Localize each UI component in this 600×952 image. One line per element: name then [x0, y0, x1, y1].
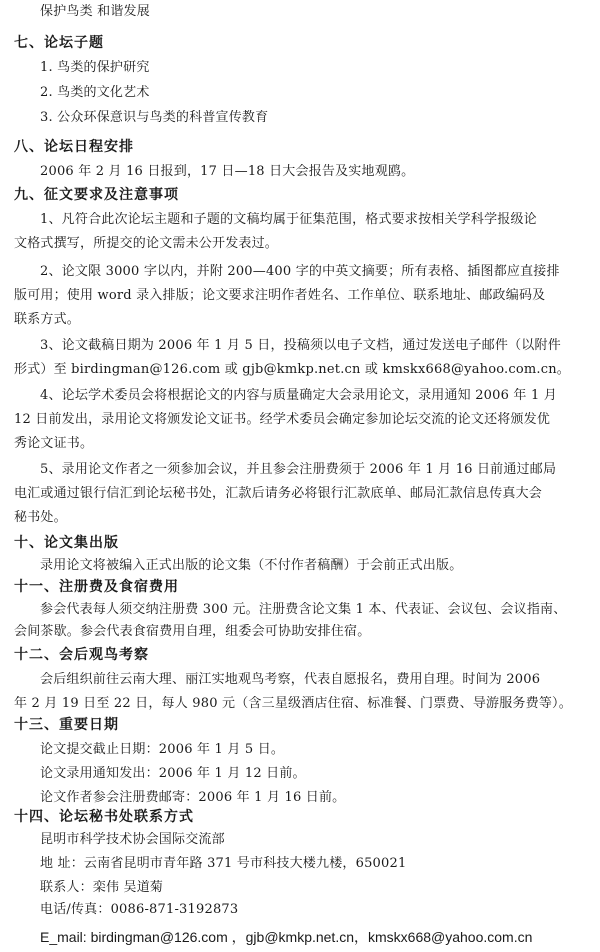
- s10-text: 录用论文将被编入正式出版的论文集（不付作者稿酬）于会前正式出版。: [40, 558, 463, 573]
- s9-p1-line-1: 1、凡符合此次论坛主题和子题的文稿均属于征集范围，格式要求按相关学科学报级论: [40, 212, 537, 227]
- s9-p4-line-3: 秀论文证书。: [14, 436, 94, 451]
- section-8-heading: 八、论坛日程安排: [14, 139, 134, 155]
- section-13-heading: 十三、重要日期: [14, 717, 119, 733]
- s12-line-1: 会后组织前往云南大理、丽江实地观鸟考察，代表自愿报名，费用自理。时间为 2006: [40, 672, 541, 687]
- s7-item-1: 1. 鸟类的保护研究: [40, 60, 150, 75]
- s9-p4-line-1: 4、论坛学术委员会将根据论文的内容与质量确定大会录用论文，录用通知 2006 年 1 月: [40, 388, 557, 403]
- s11-line-2: 会间茶歇。参会代表食宿费用自理，组委会可协助安排住宿。: [14, 624, 371, 639]
- s7-item-3: 3. 公众环保意识与鸟类的科普宣传教育: [40, 110, 269, 125]
- s13-line-3: 论文作者参会注册费邮寄：2006 年 1 月 16 日前。: [40, 790, 346, 805]
- s14-email: E_mail: birdingman@126.com ，gjb@kmkp.net.cn，kmskx668@yahoo.com.cn: [40, 929, 533, 945]
- s9-p1-line-2: 文格式撰写，所提交的论文需未公开发表过。: [14, 236, 279, 251]
- s9-p5-line-1: 5、录用论文作者之一须参加会议，并且参会注册费须于 2006 年 1 月 16 日前通过邮局: [40, 462, 557, 477]
- s9-p5-line-3: 秘书处。: [14, 510, 67, 525]
- section-11-heading: 十一、注册费及食宿费用: [14, 579, 179, 595]
- s14-address: 地 址：云南省昆明市青年路 371 号市科技大楼九楼，650021: [40, 856, 407, 871]
- s9-p3-line-1: 3、论文截稿日期为 2006 年 1 月 5 日，投稿须以电子文档，通过发送电子邮件（以附件: [40, 338, 561, 353]
- s9-p4-line-2: 12 日前发出，录用论文将颁发论文证书。经学术委员会确定参加论坛交流的论文还将颁发优: [14, 412, 551, 427]
- s9-p3-line-2: 形式）至 birdingman@126.com 或 gjb@kmkp.net.cn 或 kmskx668@yahoo.com.cn。: [14, 362, 570, 377]
- s9-p5-line-2: 电汇或通过银行信汇到论坛秘书处，汇款后请务必将银行汇款底单、邮局汇款信息传真大会: [14, 486, 543, 501]
- s7-item-2: 2. 鸟类的文化艺术: [40, 85, 150, 100]
- s9-p2-line-3: 联系方式。: [14, 312, 81, 327]
- s14-org: 昆明市科学技术协会国际交流部: [40, 832, 225, 847]
- s9-p2-line-2: 版可用；使用 word 录入排版；论文要求注明作者姓名、工作单位、联系地址、邮政编码及: [14, 288, 546, 303]
- section-12-heading: 十二、会后观鸟考察: [14, 647, 149, 663]
- s11-line-1: 参会代表每人须交纳注册费 300 元。注册费含论文集 1 本、代表证、会议包、会议指南、: [40, 602, 567, 617]
- s12-line-2: 年 2 月 19 日至 22 日，每人 980 元（含三星级酒店住宿、标准餐、门票费、导游服务费等）。: [14, 696, 572, 711]
- section-9-heading: 九、征文要求及注意事项: [14, 187, 179, 203]
- s9-p2-line-1: 2、论文限 3000 字以内，并附 200—400 字的中英文摘要；所有表格、插图都应直接排: [40, 264, 560, 279]
- slogan: 保护鸟类 和谐发展: [40, 4, 150, 19]
- s14-contacts: 联系人：栾伟 吴道菊: [40, 880, 164, 895]
- s13-line-1: 论文提交截止日期：2006 年 1 月 5 日。: [40, 742, 285, 757]
- section-14-heading: 十四、论坛秘书处联系方式: [14, 809, 194, 825]
- s8-text: 2006 年 2 月 16 日报到，17 日—18 日大会报告及实地观鸥。: [40, 164, 415, 179]
- section-10-heading: 十、论文集出版: [14, 535, 119, 551]
- section-7-heading: 七、论坛子题: [14, 35, 104, 51]
- s13-line-2: 论文录用通知发出：2006 年 1 月 12 日前。: [40, 766, 306, 781]
- s14-phone: 电话/传真：0086-871-3192873: [40, 902, 239, 917]
